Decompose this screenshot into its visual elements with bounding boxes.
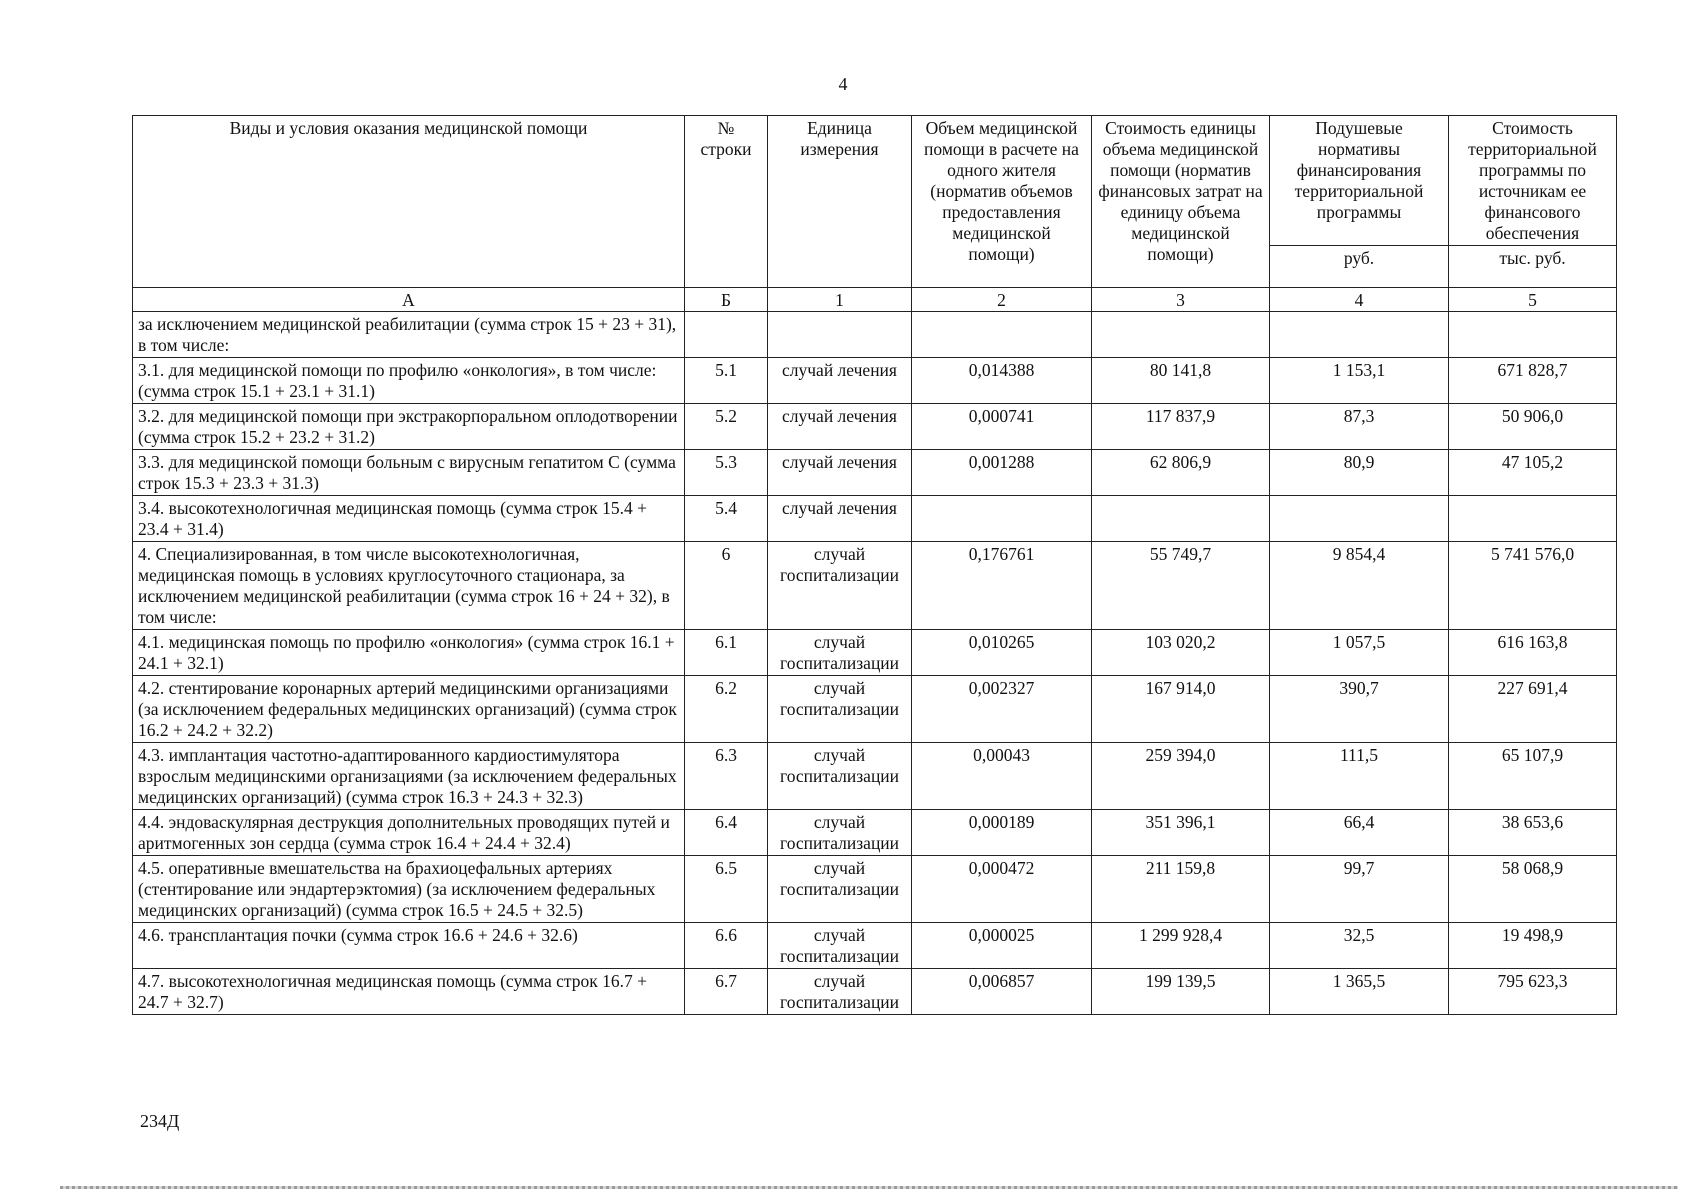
- row-total: 616 163,8: [1449, 630, 1617, 676]
- row-unit: случай госпитализации: [768, 630, 912, 676]
- row-per-capita: 1 153,1: [1270, 358, 1449, 404]
- row-description: 4.4. эндоваскулярная деструкция дополнительных проводящих путей и аритмогенных зон сердца (сумма строк 16.4 + 24.4 + 32.4): [133, 810, 685, 856]
- row-volume: 0,176761: [912, 542, 1092, 630]
- row-number: 6.1: [685, 630, 768, 676]
- row-per-capita: 390,7: [1270, 676, 1449, 743]
- page-number: 4: [838, 74, 848, 94]
- row-total: 19 498,9: [1449, 923, 1617, 969]
- row-number: 6.6: [685, 923, 768, 969]
- table-row: [133, 496, 1617, 542]
- row-description: 3.1. для медицинской помощи по профилю «онкология», в том числе: (сумма строк 15.1 + 23.1 + 31.1): [133, 358, 685, 404]
- row-description: 4.5. оперативные вмешательства на брахиоцефальных артериях (стентирование или эндартерэктомия) (за исключением федеральных медицинских организаций) (сумма строк 16.5 + 24.5 + 32.5): [133, 856, 685, 923]
- column-index-row: [133, 288, 1617, 312]
- row-cost: 351 396,1: [1092, 810, 1270, 856]
- row-total: [1449, 496, 1617, 542]
- header-col-3: Стоимость единицы объема медицинской помощи (норматив финансовых затрат на единицу объема медицинской помощи): [1092, 116, 1270, 288]
- header-col-4: Подушевые нормативы финансирования территориальной программы: [1270, 116, 1449, 246]
- row-per-capita: 1 365,5: [1270, 969, 1449, 1015]
- row-number: 6.7: [685, 969, 768, 1015]
- row-description: 3.2. для медицинской помощи при экстракорпоральном оплодотворении (сумма строк 15.2 + 23.2 + 31.2): [133, 404, 685, 450]
- table-row: [133, 312, 1617, 358]
- table-row: [133, 676, 1617, 743]
- row-total: 5 741 576,0: [1449, 542, 1617, 630]
- row-volume: 0,014388: [912, 358, 1092, 404]
- row-cost: [1092, 312, 1270, 358]
- row-volume: 0,000741: [912, 404, 1092, 450]
- scan-edge-line: [60, 1186, 1678, 1189]
- table-row: [133, 358, 1617, 404]
- row-description: 4.3. имплантация частотно-адаптированного кардиостимулятора взрослым медицинскими организациями (за исключением федеральных медицинских организаций) (сумма строк 16.3 + 24.3 + 32.3): [133, 743, 685, 810]
- column-index: 3: [1092, 288, 1270, 312]
- row-cost: [1092, 496, 1270, 542]
- header-row: [133, 116, 1617, 246]
- row-cost: 167 914,0: [1092, 676, 1270, 743]
- row-cost: 62 806,9: [1092, 450, 1270, 496]
- row-number: [685, 312, 768, 358]
- row-description: 4.6. трансплантация почки (сумма строк 16.6 + 24.6 + 32.6): [133, 923, 685, 969]
- column-index: А: [133, 288, 685, 312]
- column-index: 2: [912, 288, 1092, 312]
- header-unit-5: тыс. руб.: [1449, 246, 1617, 288]
- row-unit: [768, 312, 912, 358]
- row-number: 5.4: [685, 496, 768, 542]
- column-index: 5: [1449, 288, 1617, 312]
- row-cost: 211 159,8: [1092, 856, 1270, 923]
- row-total: [1449, 312, 1617, 358]
- row-cost: 55 749,7: [1092, 542, 1270, 630]
- row-description: 3.3. для медицинской помощи больным с вирусным гепатитом С (сумма строк 15.3 + 23.3 + 31.3): [133, 450, 685, 496]
- row-unit: случай лечения: [768, 404, 912, 450]
- row-total: 38 653,6: [1449, 810, 1617, 856]
- table-row: [133, 404, 1617, 450]
- row-total: 227 691,4: [1449, 676, 1617, 743]
- row-description: 4. Специализированная, в том числе высокотехнологичная, медицинская помощь в условиях круглосуточного стационара, за исключением медицинской реабилитации (сумма строк 16 + 24 + 32), в том числе:: [133, 542, 685, 630]
- row-number: 6.3: [685, 743, 768, 810]
- row-unit: случай лечения: [768, 450, 912, 496]
- header-col-b: № строки: [685, 116, 768, 288]
- row-unit: случай госпитализации: [768, 810, 912, 856]
- row-volume: [912, 312, 1092, 358]
- row-cost: 199 139,5: [1092, 969, 1270, 1015]
- row-description: 4.2. стентирование коронарных артерий медицинскими организациями (за исключением федеральных медицинских организаций) (сумма строк 16.2 + 24.2 + 32.2): [133, 676, 685, 743]
- row-volume: [912, 496, 1092, 542]
- column-index: 1: [768, 288, 912, 312]
- header-unit-4: руб.: [1270, 246, 1449, 288]
- header-col-a: Виды и условия оказания медицинской помощи: [133, 116, 685, 288]
- header-col-5: Стоимость территориальной программы по источникам ее финансового обеспечения: [1449, 116, 1617, 246]
- row-cost: 117 837,9: [1092, 404, 1270, 450]
- table-row: [133, 630, 1617, 676]
- row-unit: случай госпитализации: [768, 743, 912, 810]
- row-cost: 1 299 928,4: [1092, 923, 1270, 969]
- table-row: [133, 969, 1617, 1015]
- row-description: 4.1. медицинская помощь по профилю «онкология» (сумма строк 16.1 + 24.1 + 32.1): [133, 630, 685, 676]
- row-cost: 80 141,8: [1092, 358, 1270, 404]
- table-row: [133, 810, 1617, 856]
- financing-table: [132, 115, 1617, 1015]
- row-volume: 0,000025: [912, 923, 1092, 969]
- row-number: 6.4: [685, 810, 768, 856]
- row-number: 5.3: [685, 450, 768, 496]
- row-volume: 0,000472: [912, 856, 1092, 923]
- row-volume: 0,00043: [912, 743, 1092, 810]
- row-unit: случай лечения: [768, 496, 912, 542]
- row-cost: 259 394,0: [1092, 743, 1270, 810]
- row-total: 47 105,2: [1449, 450, 1617, 496]
- row-per-capita: 32,5: [1270, 923, 1449, 969]
- row-number: 5.2: [685, 404, 768, 450]
- row-total: 65 107,9: [1449, 743, 1617, 810]
- table-row: [133, 542, 1617, 630]
- row-volume: 0,000189: [912, 810, 1092, 856]
- row-unit: случай госпитализации: [768, 969, 912, 1015]
- row-volume: 0,010265: [912, 630, 1092, 676]
- row-description: за исключением медицинской реабилитации (сумма строк 15 + 23 + 31), в том числе:: [133, 312, 685, 358]
- row-number: 6.2: [685, 676, 768, 743]
- row-unit: случай госпитализации: [768, 542, 912, 630]
- row-per-capita: 66,4: [1270, 810, 1449, 856]
- table-row: [133, 743, 1617, 810]
- row-unit: случай госпитализации: [768, 676, 912, 743]
- row-per-capita: 99,7: [1270, 856, 1449, 923]
- row-unit: случай лечения: [768, 358, 912, 404]
- column-index: Б: [685, 288, 768, 312]
- column-index: 4: [1270, 288, 1449, 312]
- row-description: 3.4. высокотехнологичная медицинская помощь (сумма строк 15.4 + 23.4 + 31.4): [133, 496, 685, 542]
- row-unit: случай госпитализации: [768, 856, 912, 923]
- row-description: 4.7. высокотехнологичная медицинская помощь (сумма строк 16.7 + 24.7 + 32.7): [133, 969, 685, 1015]
- row-volume: 0,001288: [912, 450, 1092, 496]
- table-row: [133, 923, 1617, 969]
- row-unit: случай госпитализации: [768, 923, 912, 969]
- row-per-capita: 87,3: [1270, 404, 1449, 450]
- row-per-capita: 1 057,5: [1270, 630, 1449, 676]
- row-per-capita: 80,9: [1270, 450, 1449, 496]
- row-total: 50 906,0: [1449, 404, 1617, 450]
- row-number: 5.1: [685, 358, 768, 404]
- document-code: 234Д: [140, 1111, 180, 1131]
- row-total: 58 068,9: [1449, 856, 1617, 923]
- table-row: [133, 856, 1617, 923]
- header-col-2: Объем медицинской помощи в расчете на одного жителя (норматив объемов предоставления медицинской помощи): [912, 116, 1092, 288]
- table-row: [133, 450, 1617, 496]
- row-per-capita: 9 854,4: [1270, 542, 1449, 630]
- row-volume: 0,006857: [912, 969, 1092, 1015]
- row-number: 6: [685, 542, 768, 630]
- row-total: 671 828,7: [1449, 358, 1617, 404]
- row-number: 6.5: [685, 856, 768, 923]
- row-per-capita: [1270, 496, 1449, 542]
- row-total: 795 623,3: [1449, 969, 1617, 1015]
- header-col-1: Единица измерения: [768, 116, 912, 288]
- row-per-capita: [1270, 312, 1449, 358]
- row-volume: 0,002327: [912, 676, 1092, 743]
- row-per-capita: 111,5: [1270, 743, 1449, 810]
- row-cost: 103 020,2: [1092, 630, 1270, 676]
